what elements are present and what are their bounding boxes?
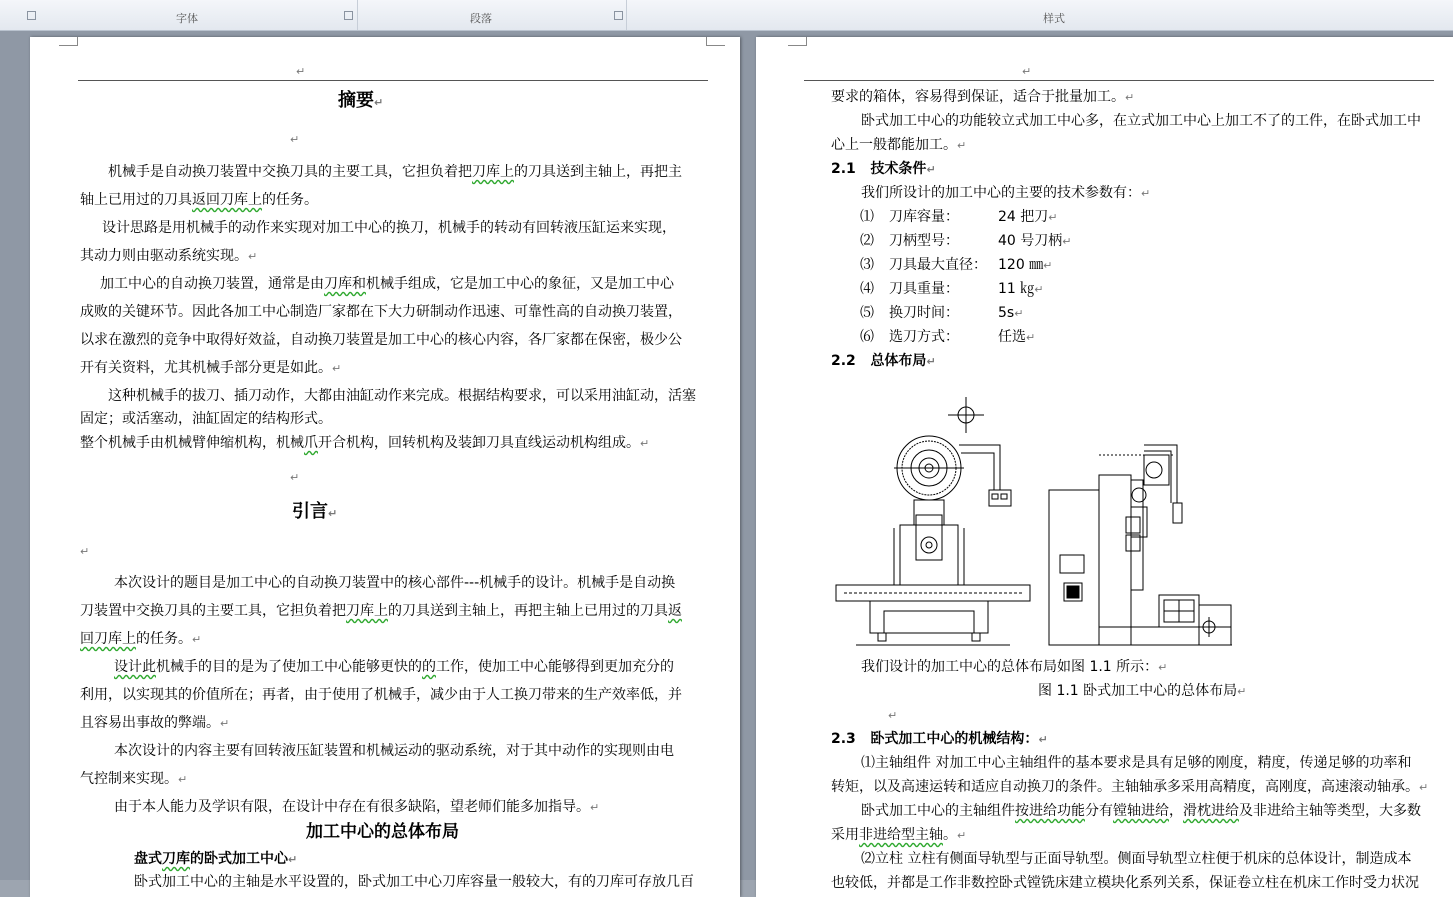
intro-paragraph: 本次设计的题目是加工中心的自动换刀装置中的核心部件---机械手的设计。机械手是自动换 <box>114 575 676 591</box>
abstract-paragraph: 整个机械手由机械臂伸缩机构，机械爪开合机构，回转机构及装卸刀具直线运动机构组成。↵ <box>80 435 650 451</box>
body-paragraph: 转矩，以及高速运转和适应自动换刀的条件。主轴轴承多采用高精度，高刚度，高速滚动轴承。↵ <box>831 779 1429 795</box>
intro-paragraph: 气控制来实现。↵ <box>80 771 188 787</box>
param-row: ⑴ <box>860 209 874 225</box>
abstract-paragraph: 设计思路是用机械手的动作来实现对加工中心的换刀，机械手的转动有回转液压缸运来实现， <box>102 220 676 236</box>
header-rule <box>78 80 708 81</box>
abstract-paragraph: 这种机械手的拔刀、插刀动作，大都由油缸动作来完成。根据结构要求，可以采用油缸动，活塞 <box>108 388 696 404</box>
body-paragraph: 也较低，并都是工作非数控卧式镗铣床建立模块化系列关系，保证卷立柱在机床工作时受力状况 <box>831 875 1419 891</box>
introduction-title: 引言↵ <box>292 501 338 522</box>
font-dialog-launcher-icon[interactable] <box>27 11 36 20</box>
heading-2-1: 2.1 技术条件↵ <box>831 161 936 177</box>
param-label: 刀库容量： <box>889 209 959 225</box>
abstract-paragraph: 开有关资料，尤其机械手部分更是如此。↵ <box>80 360 342 376</box>
heading-2-3: 2.3 卧式加工中心的机械结构：↵ <box>831 731 1048 747</box>
param-label: 换刀时间： <box>889 305 959 321</box>
body-paragraph: 卧式加工中心的主轴是水平设置的，卧式加工中心刀库容量一般较大，有的刀库可存放几百 <box>134 874 694 890</box>
paragraph-dialog-launcher-icon[interactable] <box>614 11 623 20</box>
param-label: 选刀方式： <box>889 329 959 345</box>
param-value: 5s↵ <box>998 305 1024 321</box>
body-paragraph: ⑵立柱 立柱有侧面导轨型与正面导轨型。侧面导轨型立柱便于机床的总体设计，制造成本 <box>861 851 1412 867</box>
abstract-paragraph: 机械手是自动换刀装置中交换刀具的主要工具，它担负着把刀库上的刀具送到主轴上，再把主 <box>108 164 682 180</box>
param-label: 刀具最大直径： <box>889 257 987 273</box>
paragraph-mark: ↵ <box>1022 65 1032 78</box>
abstract-paragraph: 轴上已用过的刀具返回刀库上的任务。 <box>80 192 318 208</box>
param-row: ⑵ <box>860 233 874 249</box>
abstract-paragraph: 其动力则由驱动系统实现。↵ <box>80 248 258 264</box>
ribbon <box>0 0 1453 31</box>
intro-paragraph: 利用，以实现其的价值所在；再者，由于使用了机械手，减少由于人工换刀带来的生产效率低，并 <box>80 687 682 703</box>
subsection-title: 盘式刀库的卧式加工中心↵ <box>134 851 298 867</box>
crop-mark <box>788 37 807 46</box>
abstract-paragraph: 以求在激烈的竞争中取得好效益，自动换刀装置是加工中心的核心内容，各厂家都在保密，极少公 <box>80 332 682 348</box>
ribbon-group-styles <box>627 0 1453 30</box>
paragraph-mark: ↵ <box>296 65 306 78</box>
body-paragraph: 卧式加工中心的功能较立式加工中心多，在立式加工中心上加工不了的工件，在卧式加工中 <box>861 113 1421 129</box>
param-label: 刀具重量： <box>889 281 959 297</box>
param-value: 40 号刀柄↵ <box>998 233 1072 249</box>
param-label: 刀柄型号： <box>889 233 959 249</box>
abstract-paragraph: 加工中心的自动换刀装置，通常是由刀库和机械手组成，它是加工中心的象征，又是加工中心 <box>100 276 674 292</box>
font-dialog-launcher-icon[interactable] <box>344 11 353 20</box>
param-row: ⑶ <box>860 257 874 273</box>
abstract-paragraph: 固定；或活塞动，油缸固定的结构形式。 <box>80 411 332 427</box>
header-rule <box>804 80 1434 81</box>
intro-paragraph: 刀装置中交换刀具的主要工具，它担负着把刀库上的刀具送到主轴上，再把主轴上已用过的刀具返 <box>80 603 682 619</box>
ribbon-label-paragraph: 段落 <box>470 12 492 25</box>
document-page-2[interactable] <box>756 37 1453 897</box>
param-row: ⑷ <box>860 281 874 297</box>
document-page-1[interactable] <box>30 37 740 897</box>
param-row: ⑸ <box>860 305 874 321</box>
intro-paragraph: 本次设计的内容主要有回转液压缸装置和机械运动的驱动系统，对于其中动作的实现则由电 <box>114 743 674 759</box>
abstract-title: 摘要↵ <box>338 90 384 111</box>
ribbon-group-paragraph <box>358 0 627 30</box>
paragraph-mark: ↵ <box>888 709 898 722</box>
crop-mark <box>59 37 78 46</box>
machining-center-layout-drawing <box>834 395 1234 655</box>
param-value: 任选↵ <box>998 329 1036 345</box>
body-paragraph: 卧式加工中心的主轴组件按进给功能分有镗轴进给，滑枕进给及非进给主轴等类型，大多数 <box>861 803 1421 819</box>
param-value: 120 ㎜↵ <box>998 257 1053 273</box>
abstract-paragraph: 成败的关键环节。因此各加工中心制造厂家都在下大力研制动作迅速、可靠性高的自动换刀装置， <box>80 304 682 320</box>
param-value: 24 把刀↵ <box>998 209 1058 225</box>
param-value: 11 ㎏↵ <box>998 281 1044 297</box>
paragraph-mark: ↵ <box>290 133 300 146</box>
intro-paragraph: 回刀库上的任务。↵ <box>80 631 202 647</box>
figure-caption: 图 1.1 卧式加工中心的总体布局↵ <box>1038 683 1247 699</box>
intro-paragraph: 设计此机械手的目的是为了使加工中心能够更快的的工作，使加工中心能够得到更加充分的 <box>114 659 674 675</box>
body-paragraph: ⑴主轴组件 对加工中心主轴组件的基本要求是具有足够的刚度，精度，传递足够的功率和 <box>861 755 1412 771</box>
intro-paragraph: 且容易出事故的弊端。↵ <box>80 715 230 731</box>
intro-paragraph: 由于本人能力及学识有限，在设计中存在有很多缺陷，望老师们能多加指导。↵ <box>114 799 600 815</box>
body-paragraph: 要求的箱体，容易得到保证，适合于批量加工。↵ <box>831 89 1135 105</box>
heading-2-2: 2.2 总体布局↵ <box>831 353 936 369</box>
param-row: ⑹ <box>860 329 874 345</box>
crop-mark <box>706 37 725 46</box>
ribbon-label-styles: 样式 <box>1043 12 1065 25</box>
body-paragraph: 心上一般都能加工。↵ <box>831 137 967 153</box>
paragraph-mark: ↵ <box>80 545 90 558</box>
paragraph-mark: ↵ <box>290 471 300 484</box>
document-canvas[interactable] <box>0 31 1453 891</box>
figure-reference: 我们设计的加工中心的总体布局如图 1.1 所示：↵ <box>861 659 1168 675</box>
ribbon-group-font <box>0 0 358 30</box>
body-paragraph: 采用非进给型主轴。↵ <box>831 827 967 843</box>
body-paragraph: 我们所设计的加工中心的主要的技术参数有：↵ <box>861 185 1151 201</box>
section-title: 加工中心的总体布局 <box>306 822 459 842</box>
ribbon-label-font: 字体 <box>176 12 198 25</box>
